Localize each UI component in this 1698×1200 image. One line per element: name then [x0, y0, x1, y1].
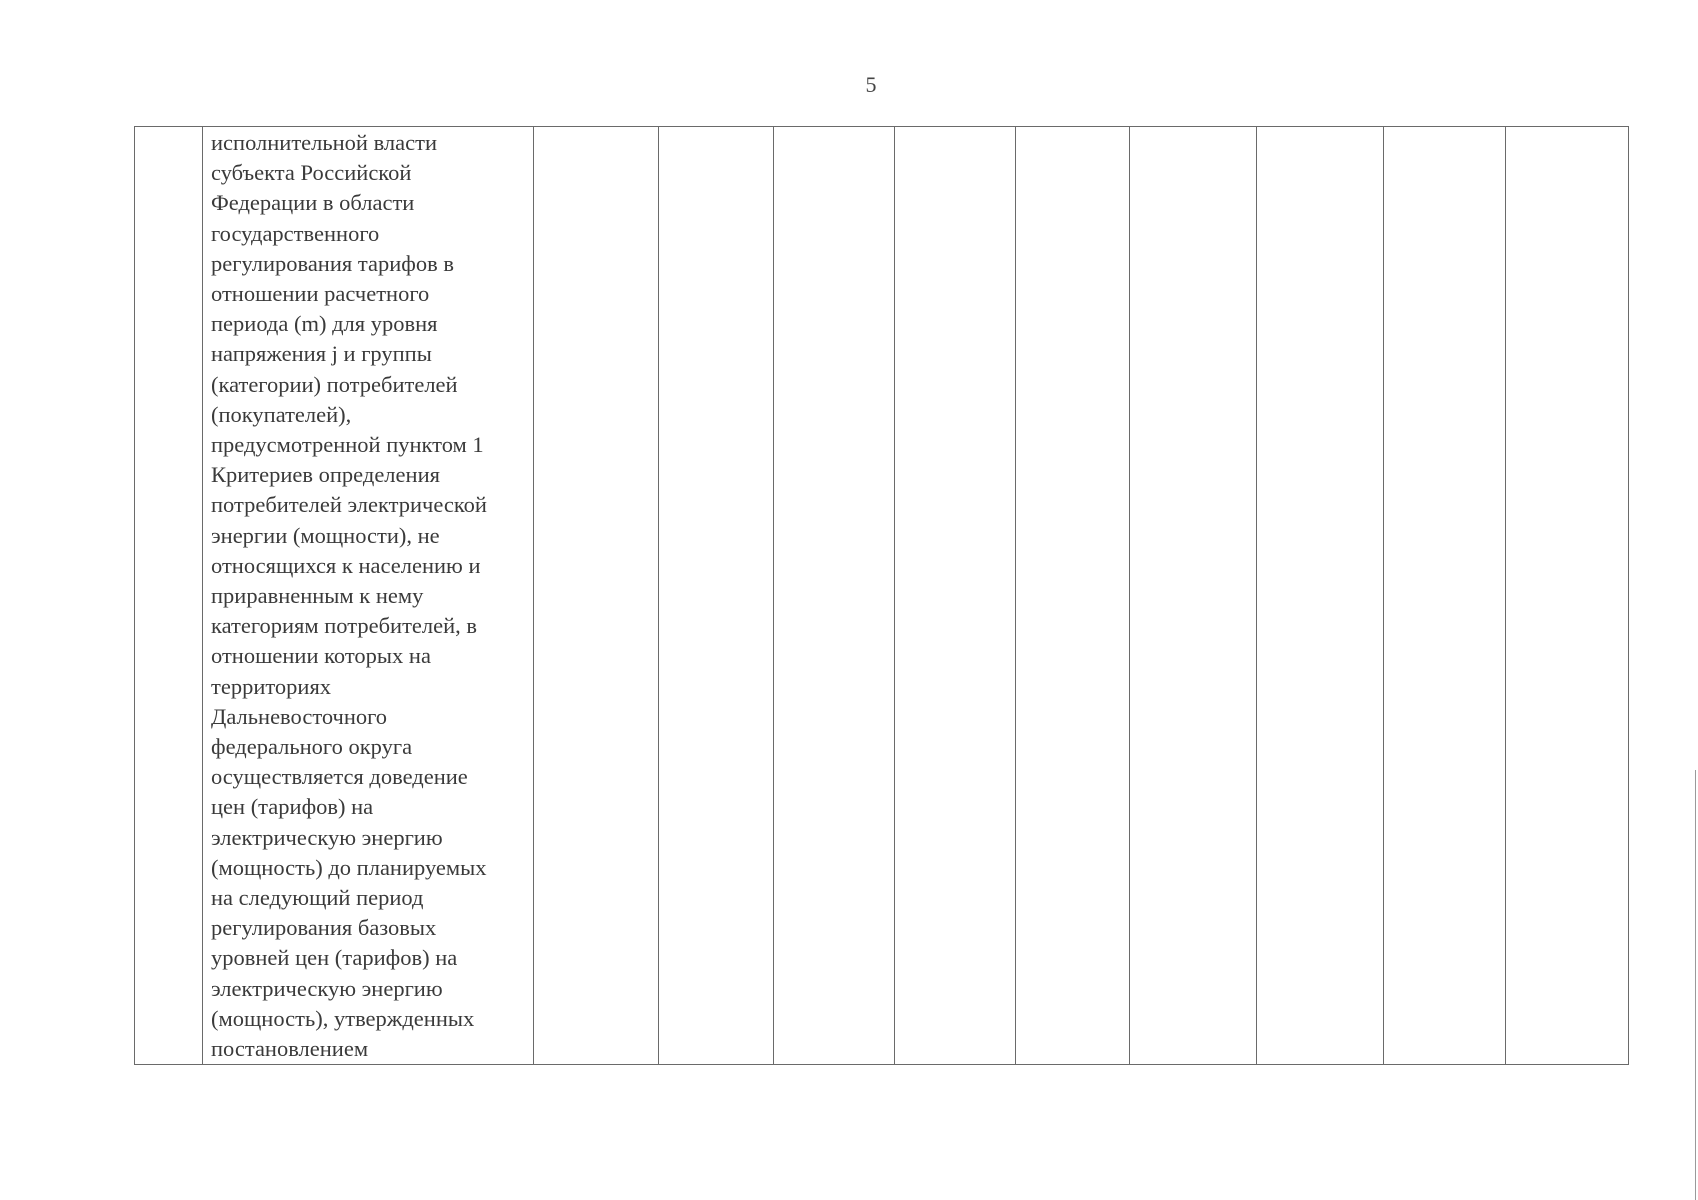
text-line: государственного	[211, 220, 380, 246]
table-cell-empty	[1130, 127, 1257, 1065]
table-cell-empty	[659, 127, 774, 1065]
table-cell-empty	[895, 127, 1016, 1065]
text-line: исполнительной власти	[211, 130, 437, 155]
table-cell-empty	[1506, 127, 1629, 1065]
text-line: отношении которых на	[211, 643, 431, 669]
page-number: 5	[865, 72, 877, 97]
table-cell-number	[135, 127, 203, 1065]
text-line: электрическую энергию	[211, 975, 443, 1001]
text-line: относящихся к населению и	[211, 552, 481, 578]
table-cell-empty	[534, 127, 659, 1065]
table-cell-empty	[1016, 127, 1130, 1065]
text-line: регулирования базовых	[211, 915, 437, 941]
text-line: регулирования тарифов в	[211, 250, 454, 276]
text-line: на следующий период	[211, 885, 424, 911]
document-table	[134, 126, 1629, 1065]
text-line: приравненным к нему	[211, 583, 424, 609]
table-cell-empty	[1257, 127, 1384, 1065]
scan-edge-line	[1695, 770, 1696, 1200]
text-line: уровней цен (тарифов) на	[211, 945, 458, 971]
text-line: периода (m) для уровня	[211, 311, 438, 337]
text-line: электрическую энергию	[211, 824, 443, 850]
text-line: категориям потребителей, в	[211, 613, 478, 639]
text-line: напряжения j и группы	[211, 341, 432, 367]
text-line: (мощность), утвержденных	[211, 1005, 475, 1031]
text-line: энергии (мощности), не	[211, 522, 440, 548]
text-line: федерального округа	[211, 734, 413, 760]
table-cell-empty	[774, 127, 895, 1065]
text-line: предусмотренной пунктом 1	[211, 432, 484, 458]
text-line: Критериев определения	[211, 462, 440, 488]
text-line: Дальневосточного	[211, 703, 388, 729]
text-line: территориях	[211, 673, 332, 699]
text-line: цен (тарифов) на	[211, 794, 374, 820]
text-line: (категории) потребителей	[211, 371, 458, 397]
text-line: отношении расчетного	[211, 281, 430, 307]
text-line: субъекта Российской	[211, 160, 412, 186]
text-line: постановлением	[211, 1036, 369, 1062]
table-cell-empty	[1384, 127, 1506, 1065]
text-line: (мощность) до планируемых	[211, 854, 487, 880]
text-line: потребителей электрической	[211, 492, 487, 518]
text-line: Федерации в области	[211, 190, 415, 216]
table-cell-description	[203, 127, 534, 1065]
text-line: (покупателей),	[211, 401, 352, 427]
table-row	[135, 127, 1629, 1065]
description-text	[203, 127, 533, 1064]
text-line: осуществляется доведение	[211, 764, 468, 790]
